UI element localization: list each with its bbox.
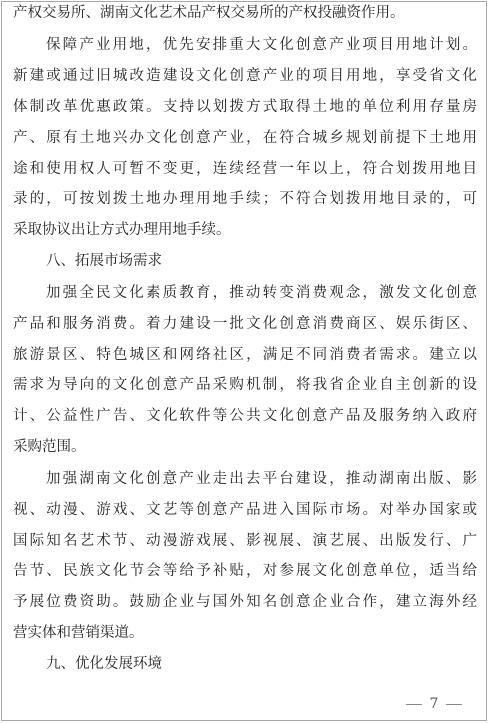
- text-line: 国际知名艺术节、动漫游戏展、影视展、演艺展、出版发行、广: [13, 533, 477, 549]
- text-line: 八、拓展市场需求: [46, 253, 162, 269]
- text-line: 产权交易所、湖南文化艺术品产权交易所的产权投融资作用。: [13, 5, 405, 21]
- text-line: 采取协议出让方式办理用地手续。: [13, 222, 231, 238]
- text-line: 产、原有土地兴办文化创意产业，在符合城乡规划前提下土地用: [13, 130, 477, 146]
- text-line: 新建或通过旧城改造建设文化创意产业的项目用地，享受省文化: [13, 68, 477, 84]
- text-line: 加强湖南文化创意产业走出去平台建设，推动湖南出版、影: [46, 471, 477, 487]
- text-line: 需求为导向的文化创意产品采购机制，将我省企业自主创新的设: [13, 377, 477, 393]
- text-line: 告节、民族文化节会等给予补贴，对参展文化创意单位，适当给: [13, 563, 477, 579]
- footer-dash-right: [446, 704, 462, 705]
- footer-dash-left: [406, 704, 422, 705]
- text-line: 产品和服务消费。着力建设一批文化创意消费商区、娱乐街区、: [13, 316, 477, 332]
- text-line: 采购范围。: [13, 439, 86, 455]
- text-line: 旅游景区、特色城区和网络社区，满足不同消费者需求。建立以: [13, 347, 477, 363]
- text-line: 加强全民文化素质教育，推动转变消费观念，激发文化创意: [46, 285, 477, 301]
- text-line: 予展位费资助。鼓励企业与国外知名创意企业合作，建立海外经: [13, 594, 477, 610]
- text-line: 录的，可按划拨土地办理用地手续；不符合划拨用地目录的，可: [13, 191, 477, 207]
- page-footer: [392, 695, 476, 713]
- text-line: 体制改革优惠政策。支持以划拨方式取得土地的单位利用存量房: [13, 99, 477, 115]
- page-number: 7: [429, 696, 439, 712]
- text-line: 营实体和营销渠道。: [13, 625, 144, 641]
- text-line: 途和使用权人可暂不变更，连续经营一年以上，符合划拨用地目: [13, 161, 477, 177]
- text-line: 视、动漫、游戏、文艺等创意产品进入国际市场。对举办国家或: [13, 502, 477, 518]
- text-line: 九、优化发展环境: [46, 656, 162, 672]
- text-line: 保障产业用地，优先安排重大文化创意产业项目用地计划。: [46, 37, 477, 53]
- text-line: 计、公益性广告、文化软件等公共文化创意产品及服务纳入政府: [13, 408, 477, 424]
